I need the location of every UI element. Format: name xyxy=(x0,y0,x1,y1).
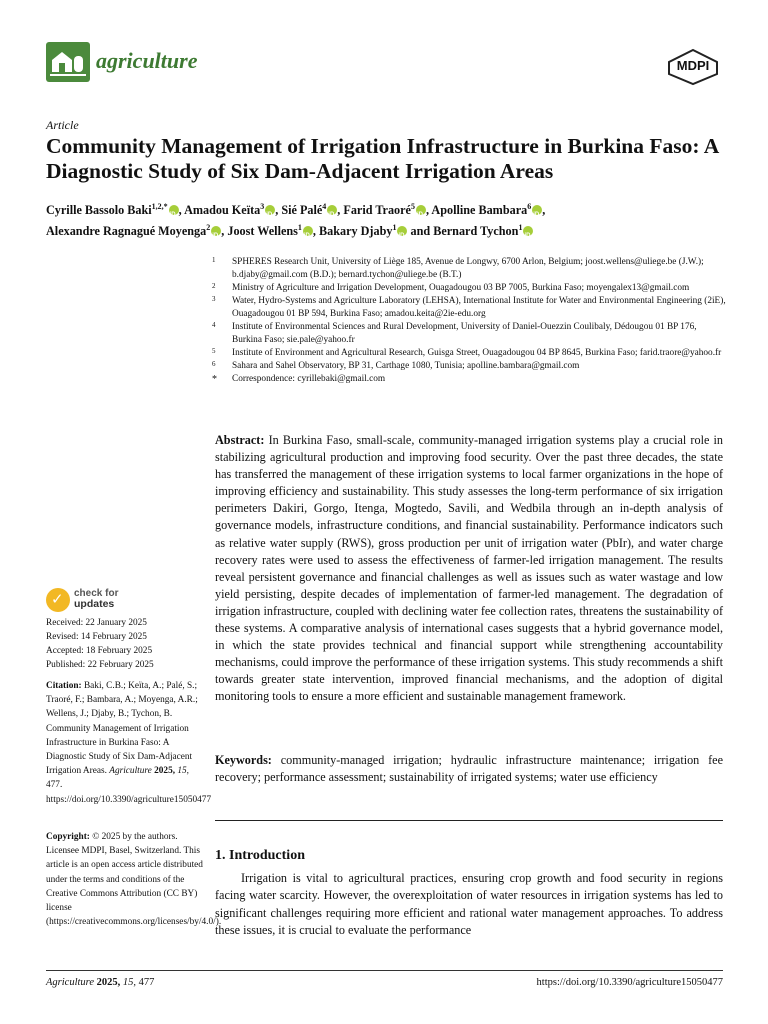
publication-dates xyxy=(46,616,206,672)
check-line2: updates xyxy=(74,598,115,610)
orcid-icon[interactable] xyxy=(397,226,407,236)
paper-title: Community Management of Irrigation Infrastructure in Burkina Faso: A Diagnostic Study of Six Dam-Adjacent Irrigation Areas xyxy=(46,134,719,183)
affiliation-number: 2 xyxy=(212,282,216,290)
affiliation-number: 1 xyxy=(212,256,216,264)
affiliation-list xyxy=(212,256,727,386)
affiliation-item xyxy=(212,256,727,282)
author-affiliation-marker: 3 xyxy=(260,202,265,211)
citation-label: Citation: xyxy=(46,681,82,691)
citation-block xyxy=(46,679,212,807)
abstract-text: In Burkina Faso, small-scale, community-managed irrigation systems play a crucial role in stabilizing agricultural production and improving food security. Over the past three decades, the state has transferred the management of these irrigation systems to local farmer organizations in the hope of improving efficiency and sustainability. This study assesses the long-term performance of six irrigation perimeters Dakiri, Gorgo, Itenga, Mogtedo, Savili, and Wedbila through an in-depth analysis of governance models, infrastructure conditions, and financial sustainability. Performance indicators such as relative water supply (RWS), gross production per unit of irrigation water (PbIr), and water charge recovery rates were used to assess the effectiveness of farmer-led irrigation management. The results reveal persistent governance and financial challenges as well as issues such as water wastage and low yield persisting, despite decades of implementation of farmer-led management. The degradation of irrigation infrastructure, coupled with declining water fee collection rates, threatens the sustainability of these systems. A comparative analysis of international cases suggests that a hybrid governance model, in which the state provides technical and financial support while strengthening accountability mechanisms, could improve the performance of these irrigation systems. This study recommends a shift towards greater state intervention, improved financial mechanisms, and the adoption of digital monitoring tools to ensure a more efficient and sustainable management framework. xyxy=(215,433,724,704)
author-name[interactable]: Bernard Tychon xyxy=(433,224,519,239)
author-name[interactable]: Bakary Djaby xyxy=(318,224,393,239)
author-affiliation-marker: 6 xyxy=(527,202,532,211)
orcid-icon[interactable] xyxy=(532,205,542,215)
date-revised: Revised: 14 February 2025 xyxy=(46,632,147,642)
abstract xyxy=(215,432,723,706)
affiliation-text: Institute of Environmental Sciences and Rural Development, University of Daniel-Ouezzin Coulibaly, Dédougou 01 BP 176, Burkina Faso; sie.pale@yahoo.fr xyxy=(232,322,697,345)
affiliation-number: 6 xyxy=(212,360,216,368)
copyright-text: © 2025 by the authors. Licensee MDPI, Basel, Switzerland. This article is an open access article distributed under the terms and conditions of the Creative Commons Attribution (CC BY) license (https://creativecommons.org/licenses/by/4.0/). xyxy=(46,832,222,928)
date-received: Received: 22 January 2025 xyxy=(46,618,147,628)
orcid-icon[interactable] xyxy=(523,226,533,236)
author-separator: , xyxy=(542,203,546,218)
footer-journal: Agriculture xyxy=(46,977,95,988)
author-list xyxy=(46,198,736,240)
affiliation-item xyxy=(212,373,727,386)
author-separator: , xyxy=(221,224,228,239)
author-name[interactable]: Cyrille Bassolo Baki xyxy=(46,203,152,218)
affiliation-item xyxy=(212,347,727,360)
publisher-name: MDPI xyxy=(676,58,710,73)
citation-text: Baki, C.B.; Keïta, A.; Palé, S.; Traoré, F.; Bambara, A.; Moyenga, A.R.; Wellens, J.; Djaby, B.; Tychon, B. Community Management of Irrigation Infrastructure in Burkina Faso: A Diagnostic Study of Six Dam-Adjacent Irrigation Areas. xyxy=(46,681,198,777)
author-affiliation-marker: 1 xyxy=(392,223,397,233)
keywords-label: Keywords: xyxy=(215,753,272,767)
orcid-icon[interactable] xyxy=(169,205,179,215)
footer-citation xyxy=(46,977,154,988)
footer-divider xyxy=(46,970,723,971)
footer-page: 477 xyxy=(138,977,155,988)
author-affiliation-marker: 1,2,* xyxy=(151,202,168,211)
citation-journal: Agriculture xyxy=(109,766,152,777)
orcid-icon[interactable] xyxy=(265,205,275,215)
author-separator: , xyxy=(337,203,344,218)
citation-page[interactable]: 477. https://doi.org/10.3390/agriculture15050477 xyxy=(46,780,212,805)
orcid-icon[interactable] xyxy=(327,205,337,215)
affiliation-text: Water, Hydro-Systems and Agriculture Laboratory (LEHSA), International Institute for Water and Environmental Engineering (2iE), Ouagadougou 01 BP 594, Burkina Faso; amadou.keita@2ie-edu.org xyxy=(232,296,726,319)
article-type: Article xyxy=(46,118,79,132)
affiliation-number: 4 xyxy=(212,321,216,329)
keywords-text: community-managed irrigation; hydraulic infrastructure maintenance; irrigation fee recovery; performance assessment; sustainability of irrigated systems; water use efficiency xyxy=(215,753,724,785)
author-affiliation-marker: 1 xyxy=(297,223,302,233)
abstract-label: Abstract: xyxy=(215,433,265,447)
author-affiliation-marker: 5 xyxy=(410,202,415,211)
author-name[interactable]: Amadou Keïta xyxy=(184,203,261,218)
footer-year: 2025, xyxy=(96,977,121,988)
copyright-block xyxy=(46,830,222,929)
orcid-icon[interactable] xyxy=(416,205,426,215)
mdpi-logo-icon xyxy=(666,48,720,86)
author-separator: , xyxy=(312,224,319,239)
affiliation-item xyxy=(212,295,727,321)
affiliation-text: SPHERES Research Unit, University of Liège 185, Avenue de Longwy, 6700 Arlon, Belgium; joost.wellens@uliege.be (J.W.); b.djaby@gmail.com (B.D.); bernard.tychon@uliege.be (B.T.) xyxy=(232,257,704,280)
affiliation-text: Correspondence: cyrillebaki@gmail.com xyxy=(232,374,386,384)
section-divider xyxy=(215,820,723,821)
affiliation-item xyxy=(212,360,727,373)
affiliation-text: Institute of Environment and Agricultural Research, Guisga Street, Ouagadougou 04 BP 8645, Burkina Faso; farid.traore@yahoo.fr xyxy=(232,348,722,358)
journal-logo-icon xyxy=(46,42,90,82)
check-for-updates-icon: ✓ xyxy=(46,588,70,612)
journal-name: agriculture xyxy=(96,48,198,73)
keywords xyxy=(215,752,723,786)
copyright-label: Copyright: xyxy=(46,832,90,842)
affiliation-text: Ministry of Agriculture and Irrigation Development, Ouagadougou 03 BP 7005, Burkina Faso; moyengalex13@gmail.com xyxy=(232,283,690,293)
citation-volume: 15, xyxy=(177,766,189,777)
author-separator: and xyxy=(407,224,434,239)
date-accepted: Accepted: 18 February 2025 xyxy=(46,646,153,656)
citation-year: 2025, xyxy=(154,766,176,777)
affiliation-item xyxy=(212,282,727,295)
orcid-icon[interactable] xyxy=(211,226,221,236)
affiliation-number: 5 xyxy=(212,347,216,355)
section-heading: 1. Introduction xyxy=(215,848,305,863)
author-affiliation-marker: 4 xyxy=(322,202,327,211)
intro-paragraph: Irrigation is vital to agricultural practices, ensuring crop growth and food security in regions facing water scarcity. However, the overexploitation of water resources in irrigation systems has led to significant challenges requiring more efficient and rational water management approaches. To address these issues, it is crucial to evaluate the performance xyxy=(215,871,723,938)
orcid-icon[interactable] xyxy=(303,226,313,236)
author-name[interactable]: Sié Palé xyxy=(281,203,323,218)
author-affiliation-marker: 1 xyxy=(518,223,523,233)
affiliation-number: * xyxy=(212,374,217,385)
check-for-updates-button[interactable] xyxy=(46,588,166,614)
author-name[interactable]: Alexandre Ragnagué Moyenga xyxy=(46,224,207,239)
check-line1: check for xyxy=(74,588,119,599)
date-published: Published: 22 February 2025 xyxy=(46,660,154,670)
author-name[interactable]: Apolline Bambara xyxy=(431,203,528,218)
author-separator: , xyxy=(178,203,185,218)
footer-volume: 15, xyxy=(122,977,137,988)
affiliation-number: 3 xyxy=(212,295,216,303)
footer-doi-link[interactable]: https://doi.org/10.3390/agriculture15050477 xyxy=(536,977,723,988)
author-separator: , xyxy=(275,203,282,218)
author-name[interactable]: Farid Traoré xyxy=(343,203,411,218)
affiliation-text: Sahara and Sahel Observatory, BP 31, Carthage 1080, Tunisia; apolline.bambara@gmail.com xyxy=(232,361,580,371)
affiliation-item xyxy=(212,321,727,347)
author-name[interactable]: Joost Wellens xyxy=(227,224,298,239)
author-separator: , xyxy=(425,203,432,218)
author-affiliation-marker: 2 xyxy=(206,223,211,233)
